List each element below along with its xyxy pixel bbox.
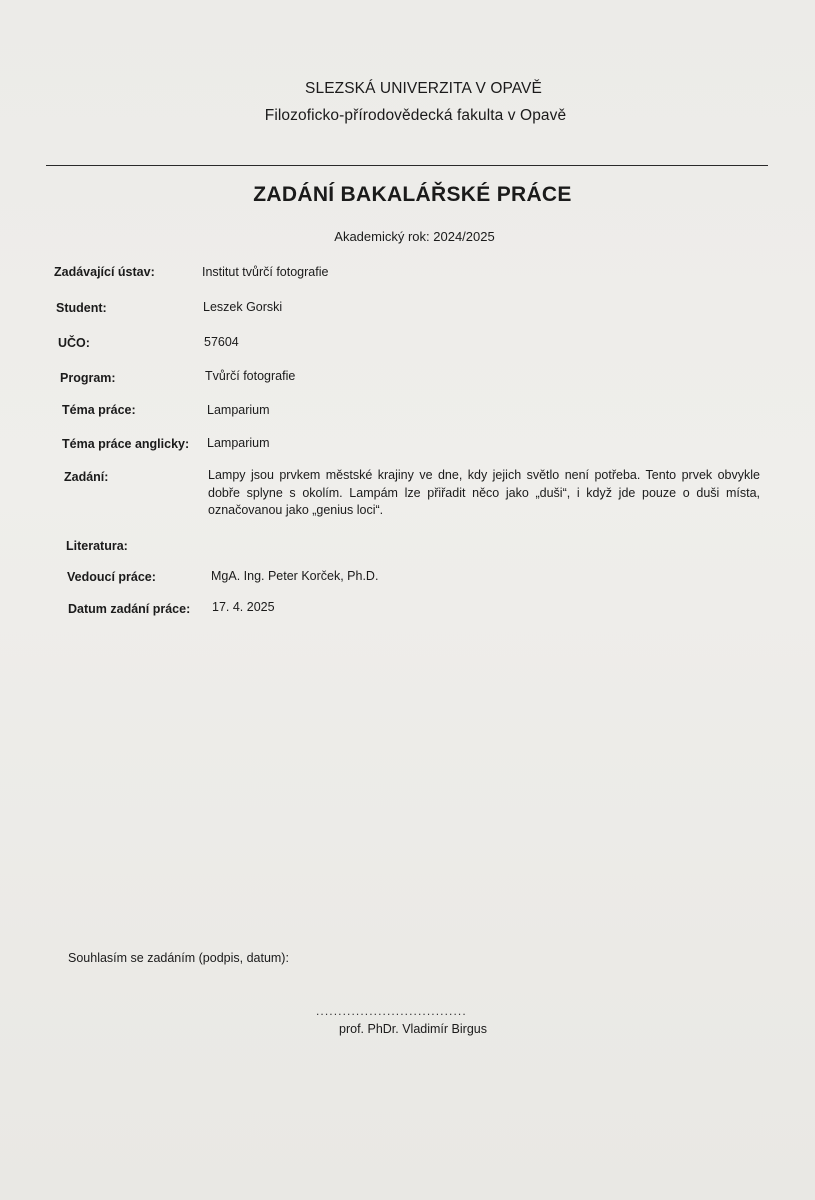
field-label: Téma práce anglicky: xyxy=(62,437,190,451)
consent-text: Souhlasím se zadáním (podpis, datum): xyxy=(68,951,289,965)
field-label: Student: xyxy=(56,301,107,315)
field-label: Téma práce: xyxy=(62,403,136,417)
signer-name: prof. PhDr. Vladimír Birgus xyxy=(339,1022,487,1036)
field-label: Program: xyxy=(60,371,116,385)
field-label: UČO: xyxy=(58,336,90,350)
field-label: Zadávající ústav: xyxy=(54,265,155,279)
field-value: Leszek Gorski xyxy=(203,300,283,314)
field-value: MgA. Ing. Peter Korček, Ph.D. xyxy=(211,569,379,583)
field-value: 57604 xyxy=(204,335,239,349)
field-value: Lamparium xyxy=(207,403,270,417)
signature-line: .................................. xyxy=(316,1004,467,1018)
university-name: SLEZSKÁ UNIVERZITA V OPAVĚ xyxy=(305,80,542,97)
faculty-name: Filozoficko-přírodovědecká fakulta v Opavě xyxy=(264,107,567,124)
field-value: 17. 4. 2025 xyxy=(212,600,275,614)
assignment-text: Lampy jsou prvkem městské krajiny ve dne, kdy jejich světlo není potřeba. Tento prvek obvykle dobře splyne s okolím. Lampám lze přiřadit něco jako „duši“, i když jde pouze o duši místa, označovanou jako „genius loci“. xyxy=(208,468,760,517)
academic-year: Akademický rok: 2024/2025 xyxy=(334,229,495,244)
field-label: Vedoucí práce: xyxy=(67,570,156,584)
field-value: Lamparium xyxy=(207,436,270,450)
header-divider xyxy=(46,165,768,166)
field-value: Institut tvůrčí fotografie xyxy=(202,265,329,279)
document-title: ZADÁNÍ BAKALÁŘSKÉ PRÁCE xyxy=(253,183,572,206)
field-label: Zadání: xyxy=(64,470,109,484)
field-label: Literatura: xyxy=(66,539,128,553)
field-label: Datum zadání práce: xyxy=(68,602,191,616)
field-value: Tvůrčí fotografie xyxy=(205,369,296,383)
